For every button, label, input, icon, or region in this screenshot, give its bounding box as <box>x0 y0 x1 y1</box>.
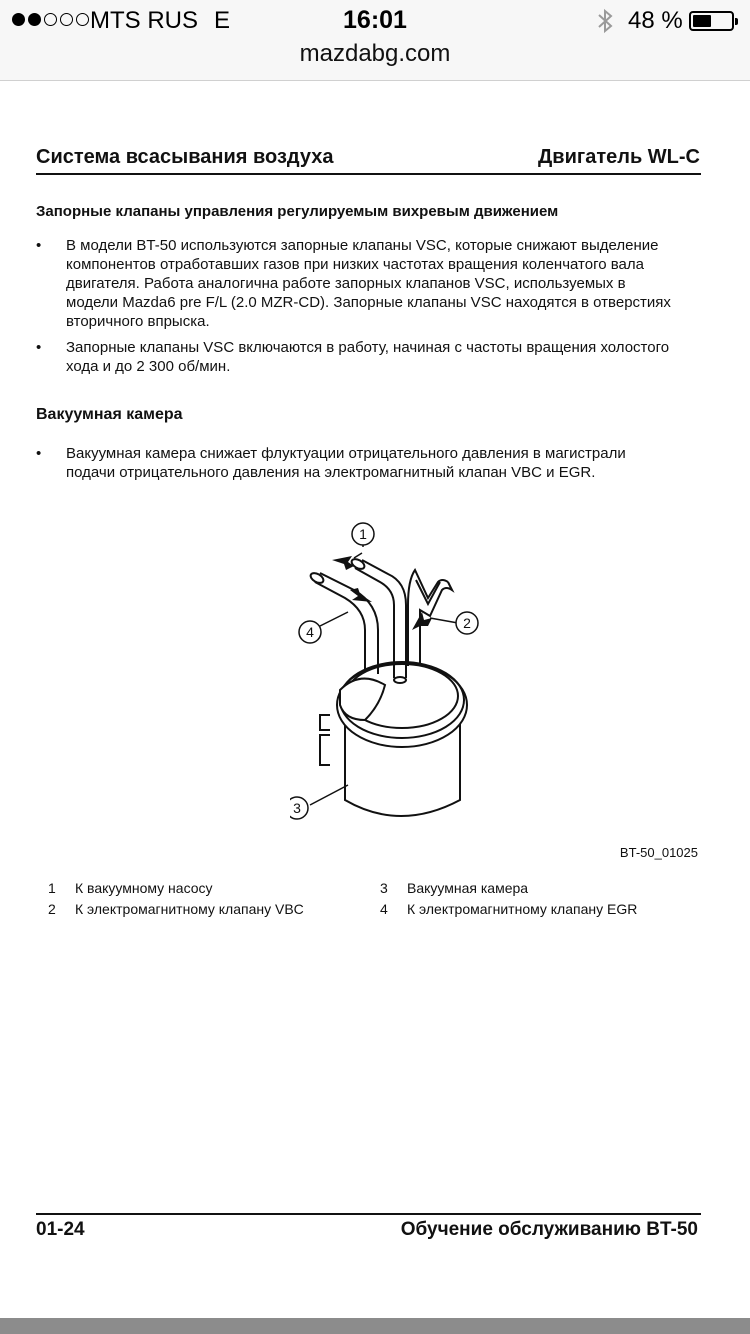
status-time: 16:01 <box>343 6 407 34</box>
url-bar[interactable]: mazdabg.com <box>299 40 451 67</box>
legend-number: 1 <box>48 880 56 896</box>
legend-text: К электромагнитному клапану VBC <box>75 901 304 917</box>
bullet-text: Вакуумная камера снижает флуктуации отрицательного давления в магистрали подачи отрицательного давления на электромагнитный клапан VBC и EGR. <box>66 445 626 481</box>
legend-number: 4 <box>380 901 388 917</box>
bullet-item <box>36 236 676 331</box>
legend-number: 3 <box>380 880 388 896</box>
footer-title: Обучение обслуживанию BT-50 <box>400 1219 698 1240</box>
bullet-item <box>36 338 676 378</box>
callout-2: 2 <box>463 615 471 631</box>
doc-header <box>36 146 700 176</box>
battery-percent: 48 % <box>628 7 683 34</box>
legend-text: К вакуумному насосу <box>75 880 213 896</box>
page-number: 01-24 <box>36 1219 85 1240</box>
footer-divider <box>36 1213 701 1215</box>
bullet-text: В модели BT-50 используются запорные клапаны VSC, которые снижают выделение компонентов отработавших газов при низких частотах вращения коленчатого вала двигателя. Работа аналогична работе запорных клапанов VSC, используемых в модели Mazda6 pre F/L (2.0 MZR-CD). Запорные клапаны VSC находятся в отверстиях вторичного впрыска. <box>66 237 671 330</box>
bullet-mark: • <box>36 339 42 356</box>
vsc-heading: Запорные клапаны управления регулируемым вихревым движением <box>36 203 559 220</box>
battery-icon <box>689 11 734 31</box>
carrier-name: MTS RUS <box>90 7 198 34</box>
callout-4: 4 <box>306 624 314 640</box>
legend-text: Вакуумная камера <box>407 880 529 896</box>
bullet-text: Запорные клапаны VSC включаются в работу, начиная с частоты вращения холостого хода и до 2 300 об/мин. <box>66 339 670 375</box>
browser-toolbar <box>0 1318 750 1334</box>
vacuum-chamber-heading: Вакуумная камера <box>36 406 183 423</box>
vacuum-chamber-diagram <box>290 520 490 830</box>
bullet-mark: • <box>36 445 42 462</box>
legend-text: К электромагнитному клапану EGR <box>407 901 638 917</box>
network-type: E <box>214 7 231 34</box>
doc-section-title: Система всасывания воздуха <box>36 146 334 168</box>
figure-code: BT-50_01025 <box>619 845 698 860</box>
callout-1: 1 <box>359 526 367 542</box>
legend-number: 2 <box>48 901 56 917</box>
bullet-item <box>36 444 676 484</box>
header-divider <box>36 173 701 175</box>
bullet-mark: • <box>36 237 42 254</box>
status-bar <box>0 0 750 40</box>
doc-engine-label: Двигатель WL-C <box>538 146 700 168</box>
bluetooth-icon <box>596 8 614 34</box>
callout-3: 3 <box>293 800 301 816</box>
browser-chrome <box>0 0 750 81</box>
